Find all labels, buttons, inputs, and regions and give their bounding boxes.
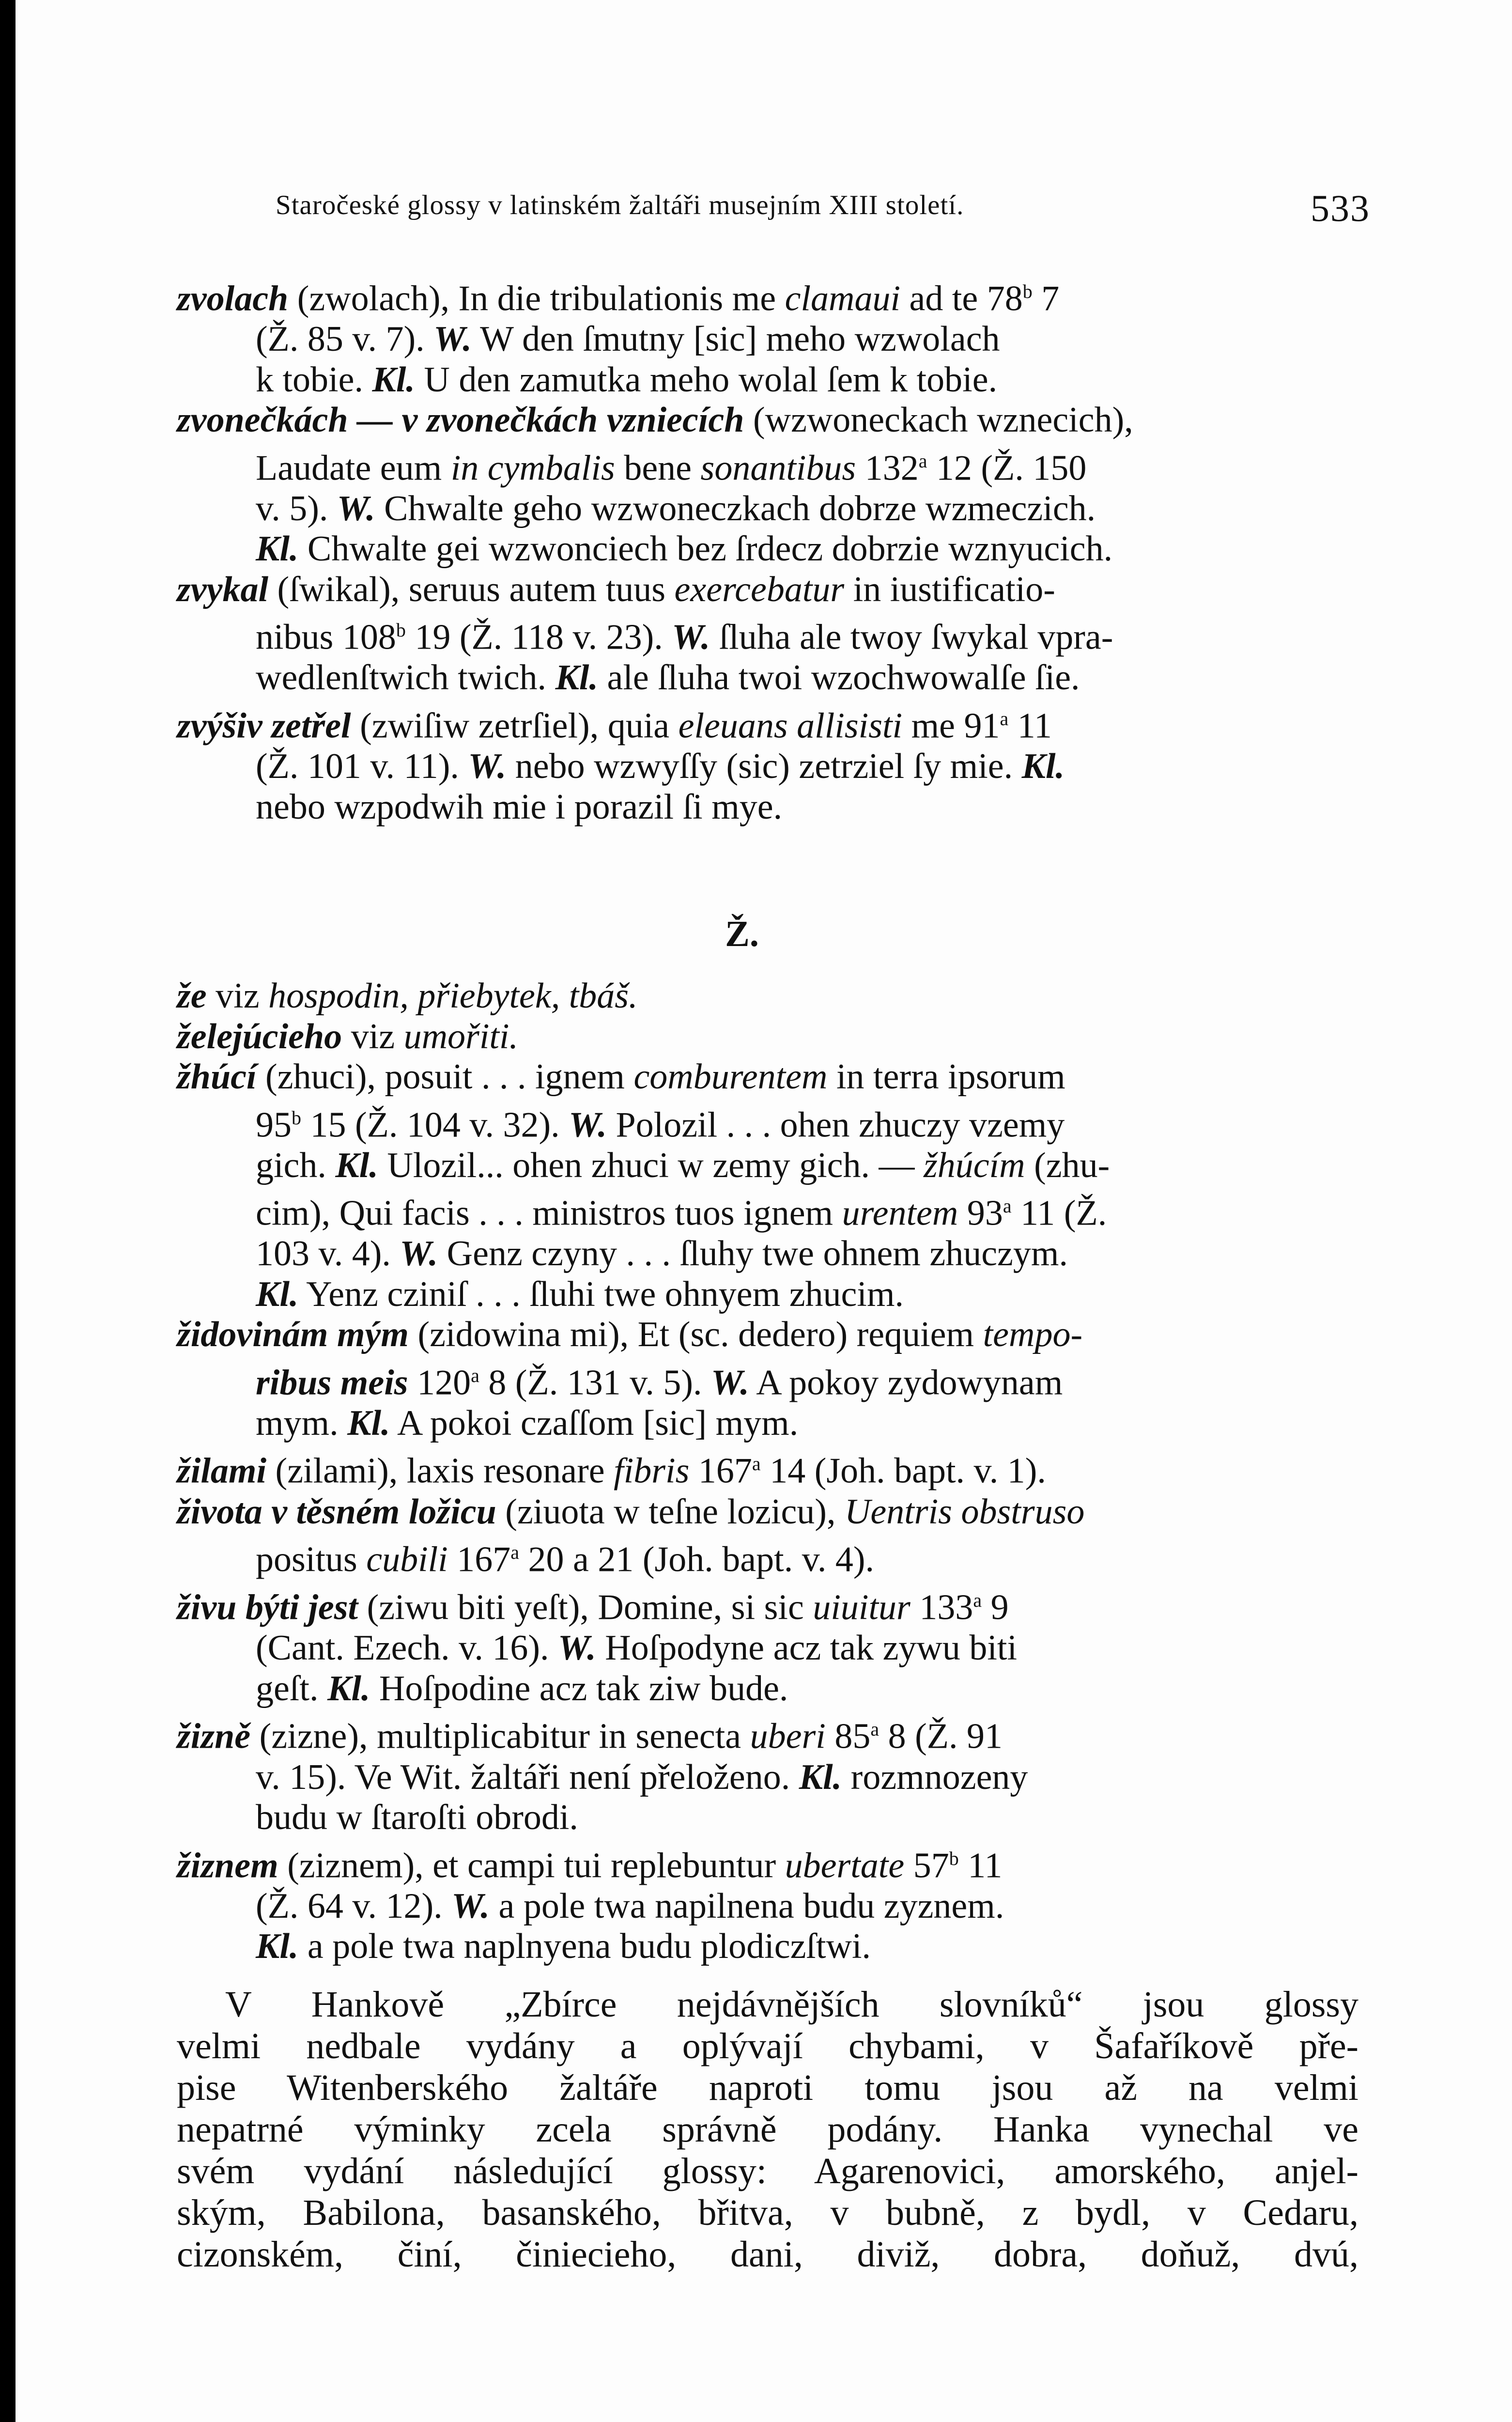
glossary-entry [177,1580,1358,1709]
text-segment: Chwalte geho wzwoneczkach dobrze wzmeczich. [375,488,1096,528]
text-segment: W. [569,1105,607,1145]
text-segment: života v těsném ložicu [177,1491,496,1532]
text-segment: budu w ſtaroſti obrodi. [256,1798,578,1838]
text-segment: (zhuci), posuit . . . ignem [256,1057,634,1097]
text-segment: (Ž. 64 v. 12). [256,1886,452,1926]
glossary-entry [177,1838,1358,1967]
text-segment: a [510,1541,520,1564]
text-segment: zvykal [177,569,269,609]
text-segment: 120 [408,1363,471,1403]
glossary-entry [177,699,1358,827]
glossary-entry [177,1315,1358,1444]
closing-paragraph [177,1984,1358,2275]
text-segment: gich. [256,1145,336,1185]
book-page [15,0,1512,2422]
text-segment: rozmnozeny [842,1757,1028,1797]
text-segment: tempo- [983,1315,1083,1355]
text-segment: wedlenſtwich twich. [256,658,555,698]
entry-line [177,489,1358,529]
text-segment: žhúcí [177,1057,257,1097]
glossary-entry [177,570,1358,699]
text-segment: a pole twa napilnena budu zyznem. [490,1886,1004,1926]
paragraph-line: ským, Babilona, basanského, břitva, v bubně, z bydl, v Cedaru, [177,2192,1358,2233]
text-segment: Yenz cziniſ . . . ſluhi twe ohnyem zhucim. [298,1274,904,1314]
glossary-entries-zh [177,976,1358,1967]
text-segment: 93 [958,1193,1003,1233]
text-segment: fibris [614,1451,690,1491]
text-segment: zvolach [177,279,289,319]
text-segment: W. [451,1886,490,1926]
text-segment: a [1003,1195,1012,1217]
entry-line [177,441,1358,489]
text-segment: 132 [856,448,919,488]
text-segment: (zhu- [1025,1145,1110,1185]
text-segment: žiznem [177,1846,278,1886]
text-segment: geſt. [256,1668,327,1708]
text-segment: a [752,1453,761,1475]
text-segment: W. [433,319,472,359]
text-segment: W. [400,1234,438,1274]
entry-line [177,1669,1358,1709]
glossary-entry [177,1492,1358,1581]
entry-line [177,787,1358,828]
text-segment: cim), Qui facis . . . ministros tuos ignem [256,1193,842,1233]
text-segment: a [870,1718,879,1740]
text-segment: Kl. [256,1274,299,1314]
entry-line [177,1838,1358,1886]
paragraph-line: V Hankově „Zbírce nejdávnějších slovníků“ jsou glossy [225,1984,1358,2025]
text-segment: zvýšiv zetřel [177,706,351,746]
text-segment: ſluha ale twoy ſwykal vpra- [710,617,1113,657]
text-segment: 103 v. 4). [256,1234,400,1274]
text-segment: A pokoy zydowynam [749,1363,1063,1403]
text-segment: me 91 [902,706,1000,746]
entry-line [177,1403,1358,1444]
text-segment: žhúcím [923,1145,1025,1185]
text-segment: clamaui [785,279,901,319]
text-segment: želejúcieho [177,1016,342,1056]
text-segment: W den ſmutny [sic] meho wzwolach [472,319,1000,359]
entry-line [177,1628,1358,1669]
text-segment: ubertate [785,1846,905,1886]
text-segment: 167 [447,1539,511,1580]
text-segment: W. [337,488,375,528]
text-segment: zvonečkách — v zvonečkách vzniecích [177,400,744,440]
entry-line [177,1057,1358,1098]
text-segment: comburentem [633,1057,828,1097]
entry-line [177,1886,1358,1927]
entry-line [177,400,1358,441]
text-segment: a pole twa naplnyena budu plodiczſtwi. [298,1926,871,1967]
entry-line [177,1146,1358,1186]
text-segment: (zizne), multiplicabitur in senecta [250,1717,750,1757]
text-segment: b [396,619,406,641]
paragraph-line: svém vydání následující glossy: Agarenovici, amorského, anjel- [177,2151,1358,2191]
text-segment: a [471,1364,479,1386]
entry-line [177,1798,1358,1838]
text-segment: nebo wzpodwih mie i porazil ſi mye. [256,787,783,827]
glossary-entry [177,1017,1358,1057]
text-segment: a [973,1589,982,1612]
text-segment: W. [711,1363,749,1403]
text-segment: in iustificatio- [844,569,1055,609]
text-segment: Hoſpodyne acz tak zywu biti [596,1628,1018,1668]
glossary-entry [177,271,1358,400]
glossary-entry [177,1057,1358,1315]
text-segment: U den zamutka meho wolal ſem k tobie. [415,359,998,400]
text-segment: nibus 108 [256,617,396,657]
text-segment: ribus meis [256,1363,408,1403]
text-segment: nebo wzwyſſy (sic) zetrziel ſy mie. [506,746,1022,787]
text-segment: židovinám mým [177,1315,409,1355]
text-segment: 12 (Ž. 150 [927,448,1087,488]
text-segment: 15 (Ž. 104 v. 32). [301,1105,569,1145]
text-segment: 9 [982,1587,1009,1628]
text-segment: 85 [825,1717,871,1757]
entry-line [177,319,1358,360]
text-segment: 11 [1008,706,1052,746]
text-segment: in terra ipsorum [827,1057,1065,1097]
text-segment: W. [557,1628,596,1668]
text-segment: 57 [904,1846,949,1886]
text-segment: 14 (Joh. bapt. v. 1). [760,1451,1046,1491]
text-segment: Kl. [1021,746,1065,787]
text-segment: urentem [842,1193,958,1233]
text-segment: (Ž. 101 v. 11). [256,746,468,787]
text-segment: 95 [256,1105,292,1145]
text-segment: 11 (Ž. [1011,1193,1107,1233]
entry-line [177,1355,1358,1403]
text-segment: positus [256,1539,367,1580]
text-segment: (zilami), laxis resonare [266,1451,614,1491]
text-segment: a [1000,707,1009,730]
text-segment: Chwalte gei wzwonciech bez ſrdecz dobrzie wznyucich. [298,529,1113,569]
text-segment: 19 (Ž. 118 v. 23). [405,617,672,657]
text-segment: 7 [1032,279,1060,319]
text-segment: Kl. [335,1145,378,1185]
text-segment: Kl. [372,359,415,400]
entry-line [177,1234,1358,1274]
paragraph-line: pise Witenberského žaltáře naproti tomu jsou až na velmi [177,2067,1358,2108]
entry-line [177,360,1358,401]
text-segment: b [1022,280,1033,302]
text-segment: cubili [366,1539,448,1580]
paragraph-line: velmi nedbale vydány a oplývají chybami, v Šafaříkově pře- [177,2026,1358,2066]
text-segment: žilami [177,1451,267,1491]
text-segment: Polozil . . . ohen zhuczy vzemy [607,1105,1065,1145]
entry-line [177,271,1358,319]
text-segment: (ziznem), et campi tui replebuntur [278,1846,785,1886]
text-segment: (ſwikal), seruus autem tuus [268,569,675,609]
entry-line [177,976,1358,1017]
entry-line [177,1186,1358,1234]
text-segment: k tobie. [256,359,372,400]
text-segment: 8 (Ž. 131 v. 5). [479,1363,711,1403]
paragraph-line: nepatrné výminky zcela správně podány. Hanka vynechal ve [177,2109,1358,2150]
text-segment: b [292,1106,301,1129]
entry-line [177,610,1358,658]
text-segment: že [177,976,207,1016]
paragraph-line: cizonském, činí, činiecieho, dani, diviž, dobra, doňuž, dvú, [177,2234,1358,2275]
entry-line [177,1926,1358,1967]
text-segment: sonantibus [700,448,856,488]
text-segment: W. [468,746,507,787]
text-segment: Ulozil... ohen zhuci w zemy gich. — [378,1145,924,1185]
glossary-entry [177,976,1358,1017]
entry-line [177,746,1358,787]
text-segment: mym. [256,1403,348,1443]
text-segment: Kl. [327,1668,370,1708]
text-segment: exercebatur [674,569,845,609]
text-segment: (zwolach), In die tribulationis me [288,279,785,319]
text-segment: 8 (Ž. 91 [879,1717,1003,1757]
text-segment: (Ž. 85 v. 7). [256,319,434,359]
entry-line [177,1098,1358,1146]
text-segment: 20 a 21 (Joh. bapt. v. 4). [519,1539,875,1580]
entry-line [177,1274,1358,1315]
text-segment: Uentris obstruso [844,1491,1085,1532]
entry-line [177,1580,1358,1628]
text-segment: žizně [177,1717,251,1757]
glossary-entry [177,400,1358,570]
text-segment: a [918,450,927,472]
text-segment: ale ſluha twoi wzochwowalſe ſie. [598,658,1080,698]
text-segment: viz [342,1016,404,1056]
text-segment: Laudate eum [256,448,451,488]
text-segment: Genz czyny . . . ſluhy twe ohnem zhuczym. [438,1234,1068,1274]
text-segment: (zidowina mi), Et (sc. dedero) requiem [408,1315,983,1355]
text-segment: bene [615,448,701,488]
text-segment: v. 15). Ve Wit. žaltáři není přeloženo. [256,1757,799,1797]
entry-line [177,658,1358,699]
entry-line [177,1492,1358,1533]
text-segment: (Cant. Ezech. v. 16). [256,1628,558,1668]
text-segment: 11 [958,1846,1003,1886]
entry-line [177,1709,1358,1757]
text-segment: hospodin, přiebytek, tbáš. [268,976,638,1016]
page-header [276,186,1370,230]
text-segment: b [949,1847,959,1869]
entry-line [177,529,1358,570]
text-segment: uberi [750,1717,826,1757]
entry-line [177,570,1358,610]
text-segment: (ziwu biti yeſt), Domine, si sic [358,1587,813,1628]
text-segment: 133 [910,1587,973,1628]
text-segment: viz [206,976,269,1016]
text-segment: ad te 78 [900,279,1023,319]
text-segment: in cymbalis [450,448,615,488]
text-segment: eleuans allisisti [678,706,903,746]
glossary-entries-z [177,271,1358,827]
glossary-entry [177,1709,1358,1838]
text-segment: v. 5). [256,488,337,528]
entry-line [177,699,1358,746]
text-segment: uiuitur [813,1587,910,1628]
page-number: 533 [1311,187,1370,229]
entry-line [177,1315,1358,1355]
glossary-entry [177,1444,1358,1491]
entry-line [177,1017,1358,1057]
text-segment: (ziuota w teſne lozicu), [496,1491,845,1532]
text-segment: umořiti. [403,1016,518,1056]
text-segment: Kl. [347,1403,390,1443]
text-segment: Kl. [256,529,299,569]
text-segment: (wzwoneckach wznecich), [744,400,1133,440]
text-segment: živu býti jest [177,1587,358,1628]
section-letter: Ž. [725,914,759,954]
text-segment: Kl. [799,1757,842,1797]
text-segment: Kl. [555,658,598,698]
running-title: Staročeské glossy v latinském žaltáři musejním XIII století. [276,190,964,220]
text-segment: (zwiſiw zetrſiel), quia [351,706,679,746]
text-segment: W. [672,617,710,657]
entry-line [177,1532,1358,1580]
text-segment: Kl. [256,1926,299,1967]
text-segment: Hoſpodine acz tak ziw bude. [370,1668,788,1708]
entry-line [177,1444,1358,1491]
text-segment: A pokoi czaſſom [sic] mym. [390,1403,799,1443]
entry-line [177,1757,1358,1798]
text-segment: 167 [689,1451,752,1491]
